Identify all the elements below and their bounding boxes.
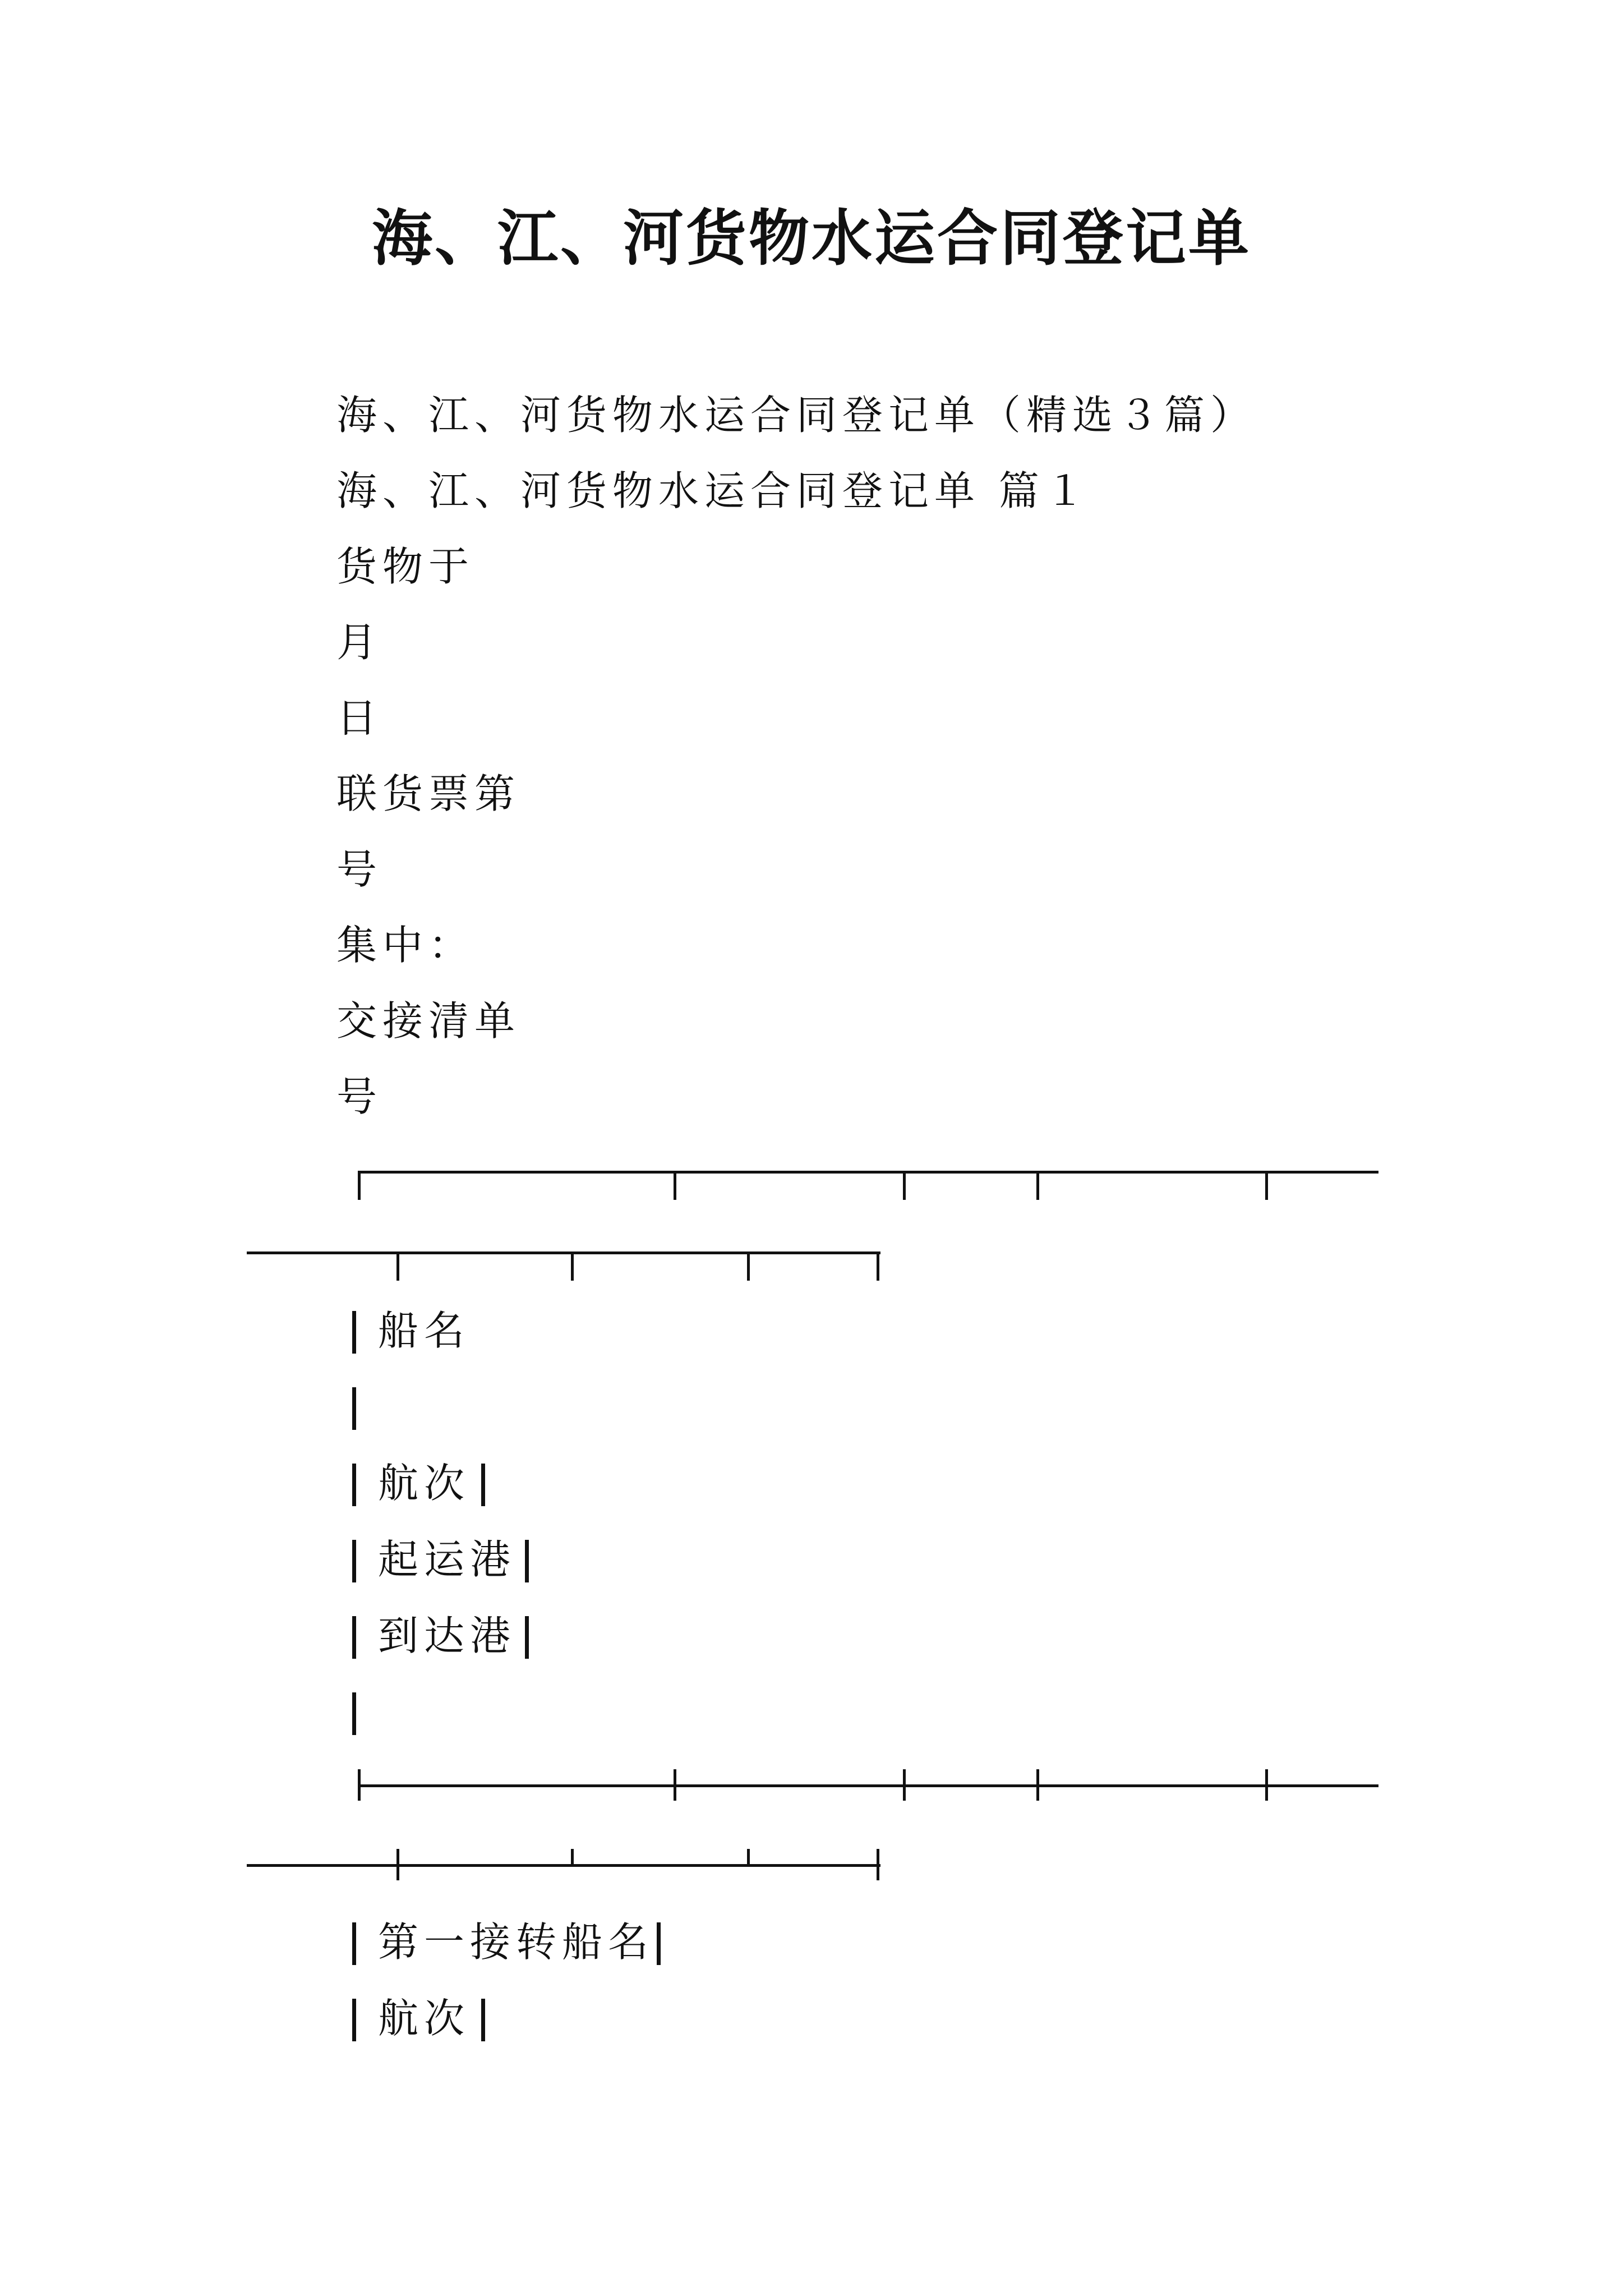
field-handover-suffix: 号 (336, 1073, 383, 1120)
table-cell-bar (481, 1464, 485, 1506)
table-left-bar (352, 1692, 356, 1735)
table-left-bar (352, 1387, 356, 1430)
field-goods-on: 货物于 (336, 543, 475, 590)
table-cell-bar (525, 1616, 529, 1659)
table-first-transfer-ship: 第一接转船名 (378, 1918, 654, 1966)
table-departure-port: 起运港 (378, 1536, 517, 1583)
table-left-bar (352, 1464, 356, 1506)
table-ship-name: 船名 (378, 1307, 471, 1354)
section-heading: 海、江、河货物水运合同登记单 篇１ (336, 467, 1091, 514)
table-cell-bar (525, 1540, 529, 1582)
table-cell-bar (657, 1922, 661, 1965)
field-waybill-suffix: 号 (336, 846, 383, 893)
table-left-bar (352, 1311, 356, 1354)
table-left-bar (352, 1922, 356, 1965)
table-arrival-port: 到达港 (378, 1612, 517, 1659)
table-cell-bar (481, 1999, 485, 2041)
document-subtitle: 海、江、河货物水运合同登记单（精选３篇） (336, 392, 1257, 439)
table-voyage: 航次 (378, 1460, 471, 1507)
field-handover-list: 交接清单 (336, 997, 521, 1045)
table-voyage-2: 航次 (378, 1995, 471, 2042)
field-waybill-no: 联货票第 (336, 770, 521, 817)
table-left-bar (352, 1616, 356, 1659)
field-day: 日 (336, 694, 383, 742)
document-title: 海、江、河货物水运合同登记单 (371, 203, 1251, 274)
field-month: 月 (336, 619, 383, 666)
field-consolidation: 集中： (336, 922, 475, 969)
table-left-bar (352, 1999, 356, 2041)
table-left-bar (352, 1540, 356, 1582)
